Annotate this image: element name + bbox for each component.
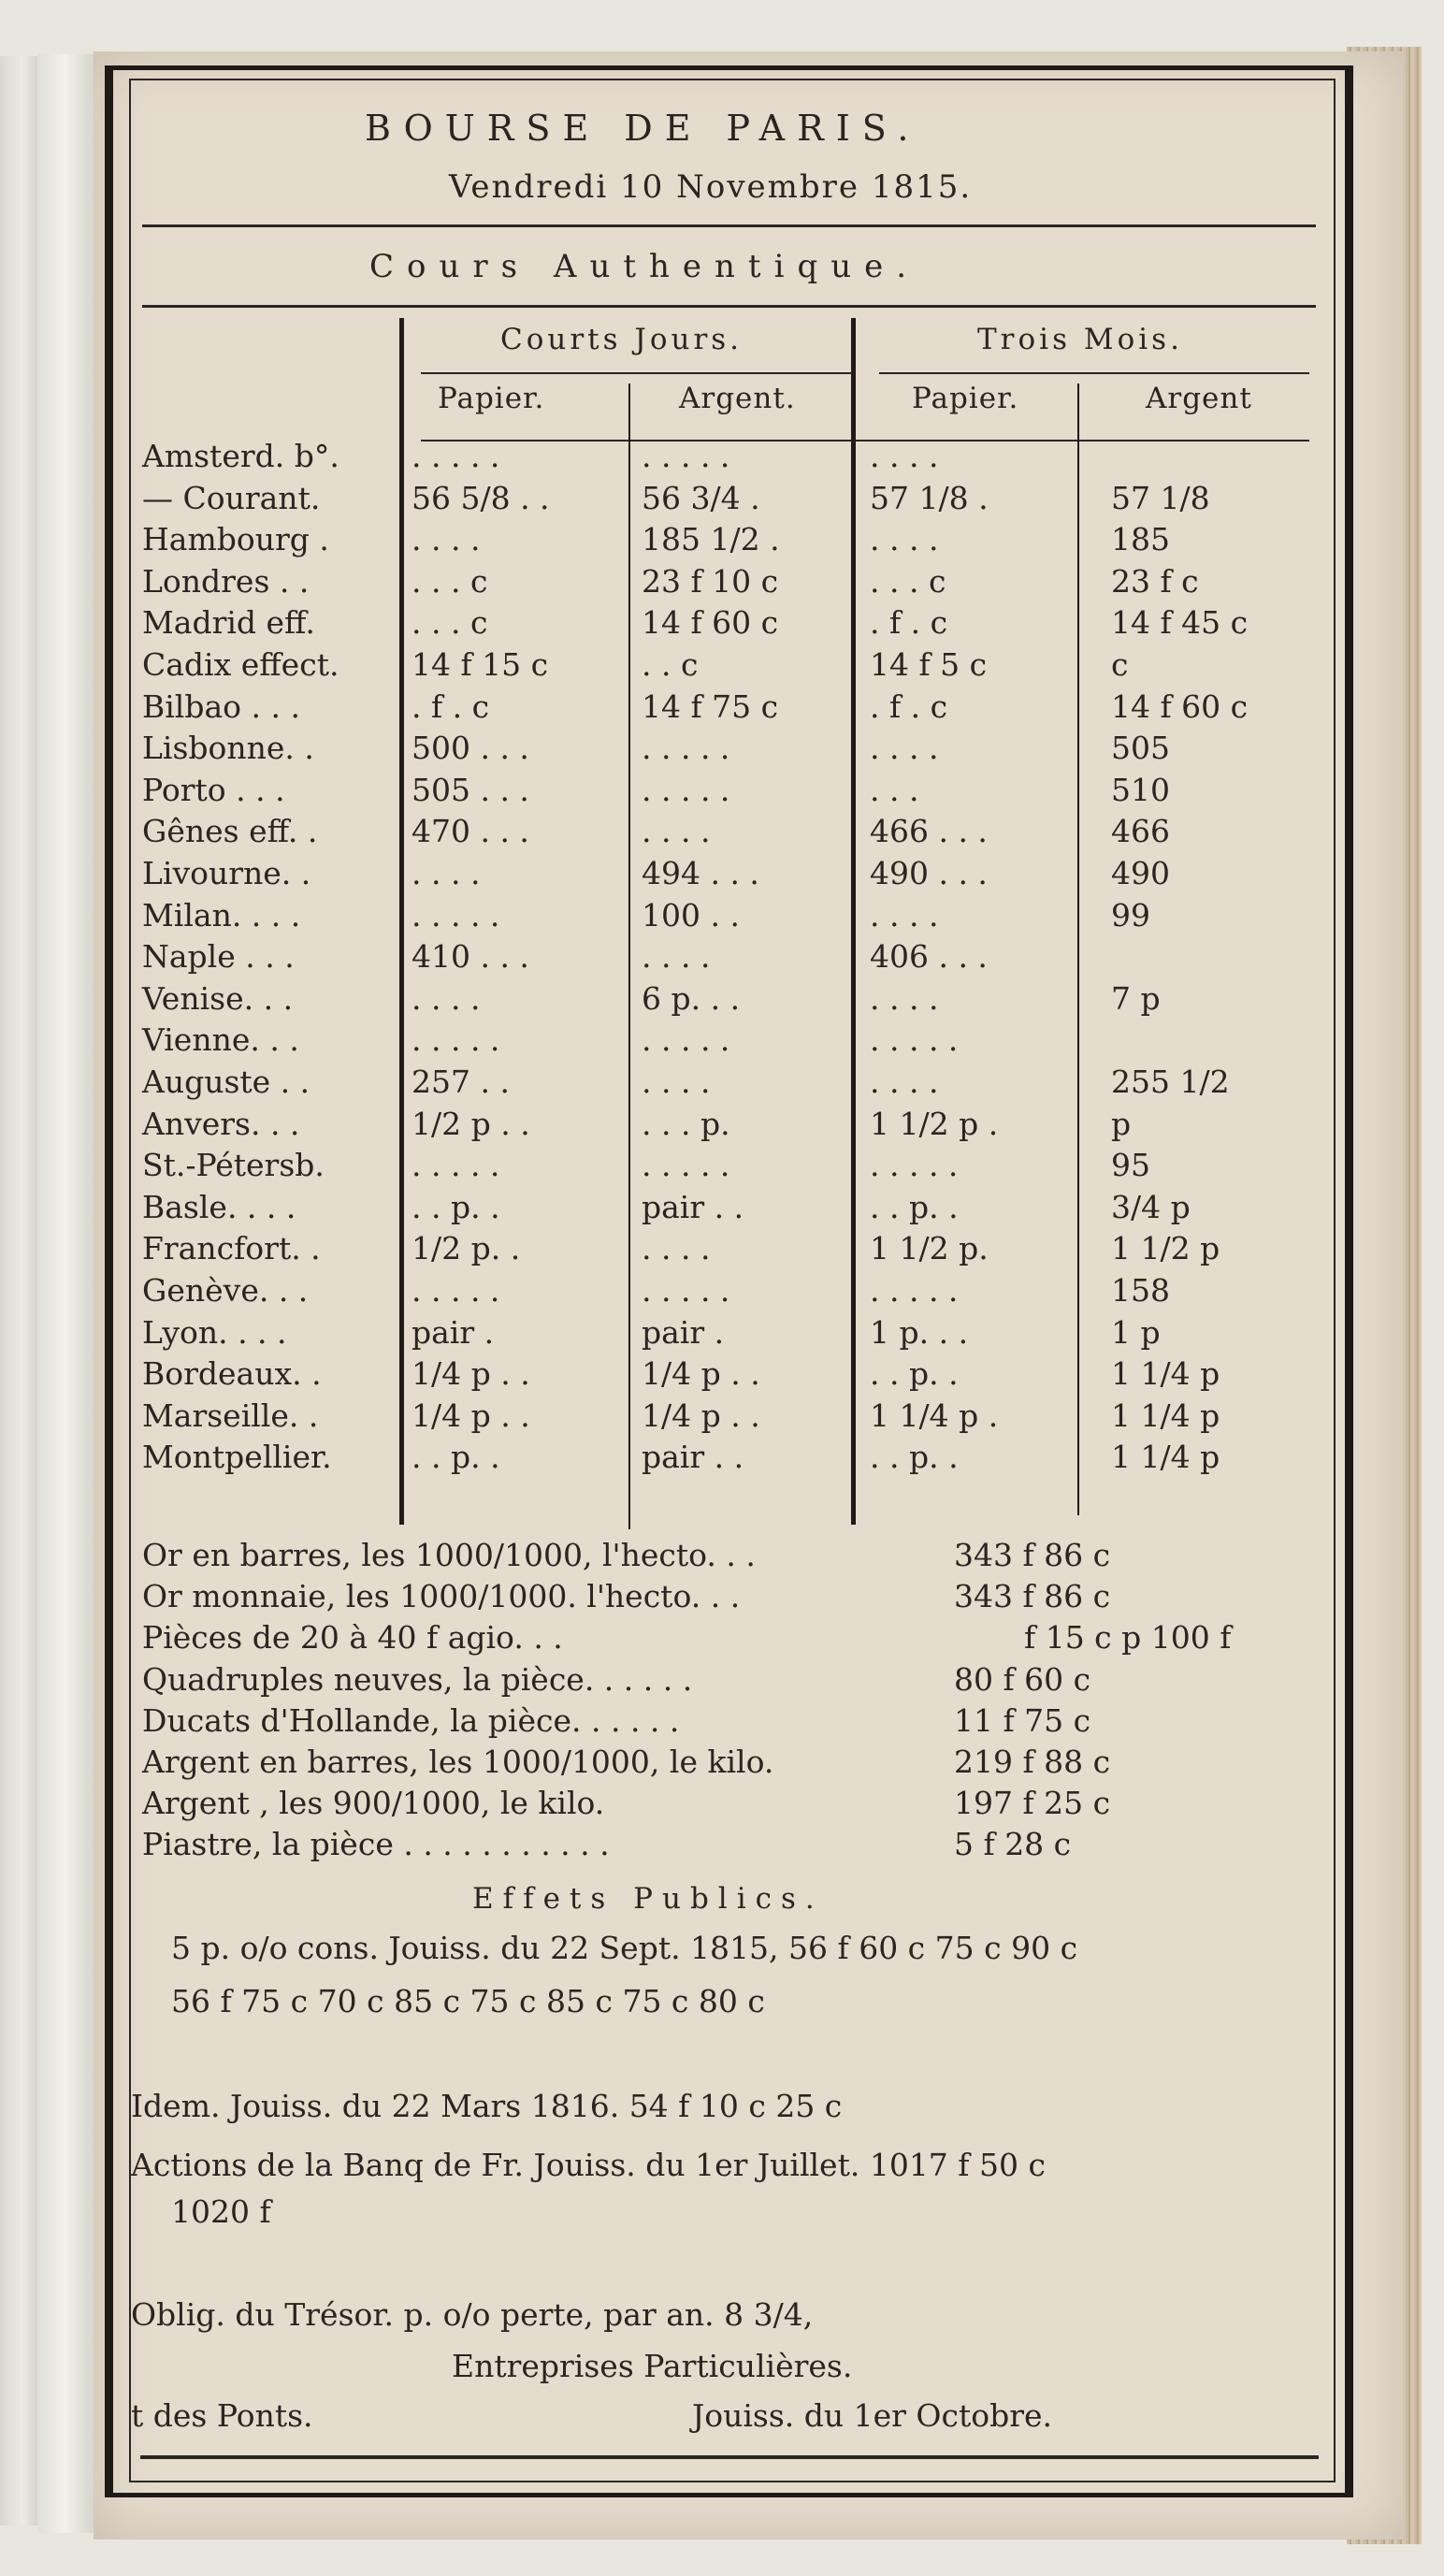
row-cell-3: . . p. . — [870, 1439, 959, 1475]
row-cell-3: . f . c — [870, 688, 948, 725]
row-cell-1: 410 . . . — [412, 938, 529, 975]
page-title: BOURSE DE PARIS. — [365, 108, 921, 149]
metal-label: Ducats d'Hollande, la pièce. . . . . . — [142, 1702, 680, 1739]
row-cell-1: 14 f 15 c — [412, 646, 549, 683]
row-cell-3: 57 1/8 . — [870, 480, 989, 516]
row-cell-4: 14 f 60 c — [1111, 688, 1249, 725]
row-cell-1: 56 5/8 . . — [412, 480, 550, 516]
column-group-courts-jours: Courts Jours. — [500, 323, 744, 356]
row-cell-4: 490 — [1111, 855, 1170, 891]
row-city: Cadix effect. — [142, 646, 339, 683]
row-cell-3: . . . — [870, 772, 919, 808]
metal-value: 197 f 25 c — [954, 1785, 1111, 1821]
row-cell-4: 1 p — [1111, 1314, 1161, 1351]
row-cell-2: 1/4 p . . — [642, 1355, 760, 1392]
row-cell-1: . . p. . — [412, 1439, 500, 1475]
col-head-argent-2: Argent — [1146, 382, 1252, 415]
row-cell-1: 500 . . . — [412, 730, 529, 766]
row-cell-1: . . . . — [412, 980, 481, 1017]
row-city: Hambourg . — [142, 521, 329, 557]
metal-value: 219 f 88 c — [954, 1744, 1111, 1780]
effets-line-8-left: t des Ponts. — [131, 2397, 313, 2434]
row-cell-1: pair . — [412, 1314, 495, 1351]
row-cell-4: 1 1/2 p — [1111, 1230, 1220, 1266]
row-city: Livourne. . — [142, 855, 311, 891]
row-cell-2: . . . p. — [642, 1106, 730, 1142]
metal-label: Piastre, la pièce . . . . . . . . . . . — [142, 1826, 610, 1862]
row-cell-2: . . . . . — [642, 1021, 730, 1058]
row-city: Madrid eff. — [142, 604, 315, 641]
metal-value: 343 f 86 c — [954, 1578, 1111, 1614]
row-cell-1: 1/4 p . . — [412, 1397, 530, 1434]
row-cell-1: . . p. . — [412, 1189, 500, 1225]
row-cell-1: 1/4 p . . — [412, 1355, 530, 1392]
row-cell-3: . . p. . — [870, 1189, 959, 1225]
row-cell-4: 3/4 p — [1111, 1189, 1191, 1225]
row-cell-2: . . . . — [642, 938, 711, 975]
row-city: Bordeaux. . — [142, 1355, 322, 1392]
row-cell-1: . . . c — [412, 563, 488, 600]
row-cell-3: . . . . — [870, 980, 939, 1017]
row-cell-2: . . . . — [642, 1064, 711, 1100]
row-cell-3: . . . . . — [870, 1147, 959, 1183]
metal-value: f 15 c p 100 f — [1024, 1619, 1232, 1656]
row-cell-4: 23 f c — [1111, 563, 1199, 600]
row-city: Londres . . — [142, 563, 310, 600]
metal-value: 80 f 60 c — [954, 1661, 1091, 1698]
row-cell-2: 14 f 60 c — [642, 604, 779, 641]
row-cell-3: 1 1/2 p. — [870, 1230, 989, 1266]
row-city: Gênes eff. . — [142, 813, 318, 849]
row-city: Vienne. . . — [142, 1021, 299, 1058]
row-city: Bilbao . . . — [142, 688, 300, 725]
row-cell-3: . . . c — [870, 563, 946, 600]
row-cell-2: pair . . — [642, 1439, 744, 1475]
row-cell-1: . . . . — [412, 521, 481, 557]
row-cell-1: . . . . . — [412, 897, 500, 933]
effets-publics-title: Effets Publics. — [472, 1882, 824, 1916]
col-head-papier-2: Papier. — [912, 382, 1019, 415]
row-cell-2: . . . . — [642, 813, 711, 849]
metal-label: Pièces de 20 à 40 f agio. . . — [142, 1619, 563, 1656]
row-city: Milan. . . . — [142, 897, 301, 933]
row-cell-2: . . . . . — [642, 730, 730, 766]
row-cell-4: 99 — [1111, 897, 1150, 933]
row-cell-4: 255 1/2 — [1111, 1064, 1230, 1100]
row-city: Basle. . . . — [142, 1189, 296, 1225]
row-cell-2: 56 3/4 . — [642, 480, 760, 516]
row-cell-4: 505 — [1111, 730, 1170, 766]
row-cell-3: . . . . — [870, 438, 939, 474]
row-cell-3: . . . . . — [870, 1272, 959, 1309]
row-cell-2: . . . . . — [642, 438, 730, 474]
row-cell-4: 57 1/8 — [1111, 480, 1210, 516]
effets-line-2: 56 f 75 c 70 c 85 c 75 c 85 c 75 c 80 c — [171, 1983, 765, 2019]
effets-line-3: Idem. Jouiss. du 22 Mars 1816. 54 f 10 c 25 c — [131, 2088, 843, 2124]
row-cell-2: 100 . . — [642, 897, 740, 933]
section-subtitle: Cours Authentique. — [369, 248, 920, 285]
row-cell-1: . . . . . — [412, 1272, 500, 1309]
row-cell-2: 23 f 10 c — [642, 563, 779, 600]
row-city: Naple . . . — [142, 938, 295, 975]
row-cell-1: . . . . . — [412, 1147, 500, 1183]
metal-value: 11 f 75 c — [954, 1702, 1091, 1739]
effets-line-4: Actions de la Banq de Fr. Jouiss. du 1er Juillet. 1017 f 50 c — [131, 2147, 1046, 2183]
row-cell-4: 510 — [1111, 772, 1170, 808]
row-cell-1: 257 . . — [412, 1064, 510, 1100]
col-rule-3 — [851, 318, 856, 1525]
row-city: — Courant. — [142, 480, 321, 516]
row-cell-3: 1 1/2 p . — [870, 1106, 999, 1142]
metal-label: Or monnaie, les 1000/1000. l'hecto. . . — [142, 1578, 741, 1614]
bottom-rule — [140, 2455, 1319, 2459]
row-cell-1: . . . c — [412, 604, 488, 641]
row-cell-4: 7 p — [1111, 980, 1161, 1017]
metal-value: 5 f 28 c — [954, 1826, 1072, 1862]
metal-label: Or en barres, les 1000/1000, l'hecto. . . — [142, 1537, 756, 1573]
row-cell-2: . . . . . — [642, 1272, 730, 1309]
row-cell-2: 185 1/2 . — [642, 521, 780, 557]
binding-strip — [37, 54, 95, 2533]
row-city: St.-Pétersb. — [142, 1147, 325, 1183]
row-cell-2: . . . . . — [642, 1147, 730, 1183]
row-cell-3: . . p. . — [870, 1355, 959, 1392]
row-cell-3: 1 1/4 p . — [870, 1397, 999, 1434]
row-cell-2: 494 . . . — [642, 855, 759, 891]
col-head-papier-1: Papier. — [438, 382, 545, 415]
row-cell-1: . . . . . — [412, 1021, 500, 1058]
metal-value: 343 f 86 c — [954, 1537, 1111, 1573]
row-cell-3: 406 . . . — [870, 938, 988, 975]
row-cell-2: 1/4 p . . — [642, 1397, 760, 1434]
row-cell-2: . . c — [642, 646, 699, 683]
col-rule-4 — [1077, 384, 1079, 1515]
row-cell-1: . . . . — [412, 855, 481, 891]
row-city: Lisbonne. . — [142, 730, 314, 766]
row-cell-3: 466 . . . — [870, 813, 988, 849]
row-cell-4: 14 f 45 c — [1111, 604, 1249, 641]
group-rule-right — [879, 372, 1309, 374]
row-cell-1: 1/2 p. . — [412, 1230, 521, 1266]
row-cell-1: 470 . . . — [412, 813, 529, 849]
row-cell-4: 1 1/4 p — [1111, 1397, 1220, 1434]
column-group-trois-mois: Trois Mois. — [977, 323, 1183, 356]
row-cell-3: . f . c — [870, 604, 948, 641]
header-rule — [142, 224, 1316, 227]
row-city: Marseille. . — [142, 1397, 319, 1434]
row-cell-4: 1 1/4 p — [1111, 1355, 1220, 1392]
metal-label: Argent , les 900/1000, le kilo. — [142, 1785, 605, 1821]
subhead-rule — [421, 440, 1309, 441]
row-cell-3: 14 f 5 c — [870, 646, 988, 683]
row-cell-3: . . . . — [870, 730, 939, 766]
book-binding — [0, 56, 37, 2525]
date-line: Vendredi 10 Novembre 1815. — [449, 168, 973, 206]
row-cell-4: 1 1/4 p — [1111, 1439, 1220, 1475]
table-top-rule — [142, 305, 1316, 308]
row-city: Montpellier. — [142, 1439, 332, 1475]
row-cell-2: 14 f 75 c — [642, 688, 779, 725]
row-city: Anvers. . . — [142, 1106, 300, 1142]
row-city: Venise. . . — [142, 980, 294, 1017]
row-cell-1: 505 . . . — [412, 772, 529, 808]
row-cell-4: 466 — [1111, 813, 1170, 849]
row-cell-2: . . . . — [642, 1230, 711, 1266]
row-cell-3: . . . . — [870, 897, 939, 933]
row-cell-2: 6 p. . . — [642, 980, 741, 1017]
effets-line-5: 1020 f — [171, 2193, 271, 2230]
col-rule-2 — [628, 384, 630, 1529]
col-head-argent-1: Argent. — [679, 382, 796, 415]
row-cell-3: 490 . . . — [870, 855, 988, 891]
row-city: Lyon. . . . — [142, 1314, 287, 1351]
row-cell-2: pair . . — [642, 1189, 744, 1225]
row-cell-4: 95 — [1111, 1147, 1150, 1183]
group-rule-left — [421, 372, 851, 374]
row-city: Genève. . . — [142, 1272, 309, 1309]
row-cell-3: . . . . — [870, 521, 939, 557]
row-cell-3: 1 p. . . — [870, 1314, 969, 1351]
row-cell-1: 1/2 p . . — [412, 1106, 530, 1142]
row-cell-4: p — [1111, 1106, 1132, 1142]
row-cell-3: . . . . . — [870, 1021, 959, 1058]
col-rule-1 — [399, 318, 404, 1525]
row-cell-1: . f . c — [412, 688, 490, 725]
row-cell-3: . . . . — [870, 1064, 939, 1100]
effets-line-7: Entreprises Particulières. — [452, 2348, 853, 2384]
row-cell-4: 185 — [1111, 521, 1170, 557]
row-cell-2: pair . — [642, 1314, 725, 1351]
effets-line-6: Oblig. du Trésor. p. o/o perte, par an. 8 3/4, — [131, 2296, 814, 2333]
row-city: Porto . . . — [142, 772, 285, 808]
row-cell-4: 158 — [1111, 1272, 1170, 1309]
metal-label: Argent en barres, les 1000/1000, le kilo. — [142, 1744, 774, 1780]
metal-label: Quadruples neuves, la pièce. . . . . . — [142, 1661, 693, 1698]
effets-line-8-right: Jouiss. du 1er Octobre. — [692, 2397, 1052, 2434]
row-cell-2: . . . . . — [642, 772, 730, 808]
row-cell-1: . . . . . — [412, 438, 500, 474]
row-city: Francfort. . — [142, 1230, 321, 1266]
row-cell-4: c — [1111, 646, 1129, 683]
row-city: Auguste . . — [142, 1064, 310, 1100]
effets-line-1: 5 p. o/o cons. Jouiss. du 22 Sept. 1815, 56 f 60 c 75 c 90 c — [171, 1930, 1078, 1966]
row-city: Amsterd. b°. — [142, 438, 339, 474]
